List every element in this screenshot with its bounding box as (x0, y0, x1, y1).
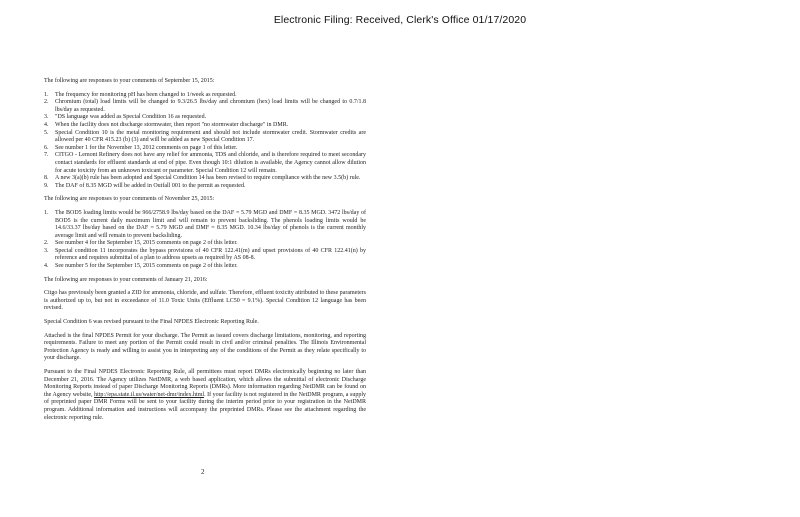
list-item-number: 2. (44, 99, 49, 106)
list-item (44, 152, 366, 175)
list-item-text: A new 3(a)(b) rule has been adopted and Special Condition 14 has been revised to require compliance with the new 3.5(b) rule. (55, 175, 361, 182)
list-item-text: Special condition 11 incorporates the bypass provisions of 40 CFR 122.41(m) and upset provisions of 40 CFR 122.41(n) by reference and requires submittal of a plan to address upsets as required by AS 08-8. (55, 247, 366, 262)
netdmr-link[interactable]: http://epa.state.il.us/water/net-dmr/index.html (94, 391, 205, 398)
list-item (44, 99, 366, 114)
section2-intro: The following are responses to your comments of November 25, 2015: (44, 196, 215, 203)
filing-stamp: Electronic Filing: Received, Clerk's Office 01/17/2020 (273, 14, 527, 26)
list-item-number: 6. (44, 144, 49, 151)
list-item-number: 4. (44, 121, 49, 128)
list-item-text: Chromium (total) load limits will be changed to 9.3/26.5 lbs/day and chromium (hex) load limits will be changed to 0.7/1.8 lbs/day as requested. (55, 99, 366, 113)
list-item (44, 122, 366, 130)
list-item (44, 210, 366, 240)
list-item-number: 2. (44, 240, 49, 247)
list-item (44, 240, 366, 248)
netdmr-text-2: . If your facility is not registered in the NetDMR program, a supply of preprinted paper DMR Forms will be sent to your facility during the interim period prior to your registration in the NetDMR program. Additional information and instructions will accompany the preprinted DMRs. Please see the attachment regarding the electronic reporting rule. (44, 391, 366, 421)
list-item-text: See number 4 for the September 15, 2015 comments on page 2 of this letter. (55, 240, 238, 247)
letter-body (44, 78, 366, 428)
list-item-number: 3. (44, 114, 49, 121)
list-item-number: 1. (44, 209, 49, 216)
list-item-number: 8. (44, 175, 49, 182)
section1-intro: The following are responses to your comments of September 15, 2015: (44, 78, 215, 84)
list-item-text: Special Condition 10 is the metal monitoring requirement and should not include stormwater credit. Stormwater credits are allowed per 40 CFR 415.23 (b) (3) and will be added as new Special Condition 17. (55, 129, 366, 144)
list-item (44, 263, 366, 271)
list-item-text: The frequency for monitoring pH has been changed to 1/week as requested. (55, 91, 237, 98)
list-item (44, 183, 366, 191)
list-item-text: The DAF of 8.35 MGD will be added in Outfall 001 to the permit as requested. (55, 182, 246, 189)
section2-list (44, 210, 366, 271)
list-item-text: When the facility does not discharge stormwater, then report "no stormwater discharge" in DMR. (55, 121, 289, 128)
january-intro: The following are responses to your comments of January 21, 2016: (44, 276, 208, 283)
list-item-text: The BOD5 loading limits would be 966/2758.9 lbs/day based on the DAF = 5.79 MGD and DMF = 8.35 MGD. 3472 lbs/day of BOD5 is the current daily maximum limit and will remain to prevent backsliding. The phenols loading limits would be 14.6/33.37 lbs/day based on the DAF = 5.79 MGD and DMF = 8.35 MGD. 10.34 lbs/day of phenols is the current monthly average limit and will remain to prevent backsliding. (55, 209, 366, 239)
list-item-text: See number 5 for the September 15, 2015 comments on page 2 of this letter. (55, 263, 238, 270)
list-item-number: 3. (44, 247, 49, 254)
list-item-text: See number 1 for the November 13, 2012 comments on page 1 of this letter. (55, 144, 238, 151)
list-item-number: 1. (44, 91, 49, 98)
list-item-text: CITGO - Lemont Refinery does not have any relief for ammonia, TDS and chloride, and is therefore required to meet secondary contact standards for effluent standards at end of pipe. Even though 10:1 dilution is available, the Agency cannot allow dilution for acute toxicity from an unknown toxicant or parameter. Special Condition 12 will remain. (55, 152, 366, 174)
list-item (44, 114, 366, 122)
list-item-number: 9. (44, 182, 49, 189)
list-item (44, 175, 366, 183)
netdmr-paragraph (44, 369, 366, 422)
list-item-text: "DS language was added as Special Condition 16 as requested. (55, 114, 207, 121)
permit-attached-paragraph: Attached is the final NPDES Permit for your discharge. The Permit as issued covers discharge limitations, monitoring, and reporting requirements. Failure to meet any portion of the Permit could result in civil and/or criminal penalties. The Illinois Environmental Protection Agency is ready and willing to assist you in interpreting any of the conditions of the Permit as they relate specifically to your discharge. (44, 332, 366, 362)
zid-paragraph: Citgo has previously been granted a ZID for ammonia, chloride, and sulfate. Therefore, effluent toxicity attributed to these parameters is authorized up to, but not in exceedance of 11.0 Toxic Units (Effluent LC50 = 9.1%). Special Condition 12 language has been revised. (44, 290, 367, 312)
list-item-number: 4. (44, 263, 49, 270)
ereporting-paragraph: Special Condition 6 was revised pursuant to the Final NPDES Electronic Reporting Rule. (44, 319, 259, 326)
page-number: 2 (201, 468, 205, 476)
list-item-number: 7. (44, 152, 49, 159)
list-item (44, 248, 366, 263)
section1-list (44, 92, 366, 191)
list-item-number: 5. (44, 129, 49, 136)
list-item (44, 130, 366, 145)
netdmr-text-1: Pursuant to the Final NPDES Electronic Reporting Rule, all permittees must report DMRs electronically beginning no later than December 21, 2016. The Agency utilizes NetDMR, a web based application, which allows the submittal of electronic Discharge Monitoring Reports instead of paper Discharge Monitoring Reports (DMRs). More information regarding NetDMR can be found on the Agency website, (44, 369, 366, 398)
